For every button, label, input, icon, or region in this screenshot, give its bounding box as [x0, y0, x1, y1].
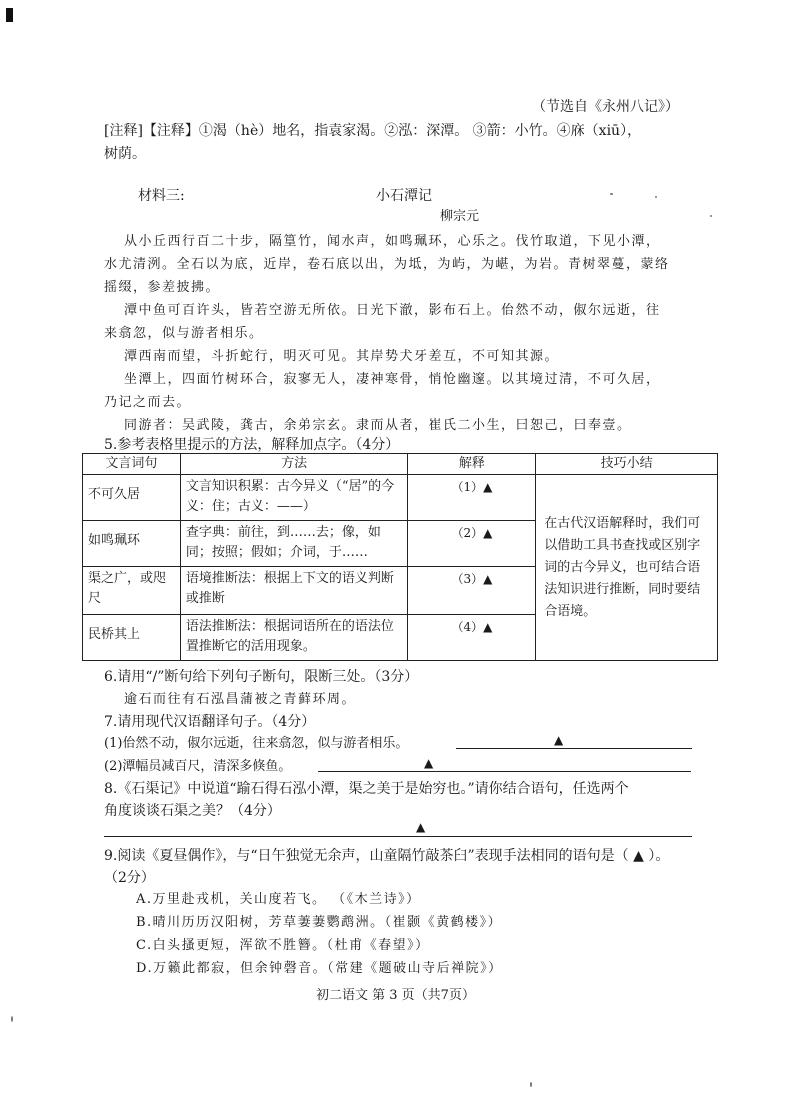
- table-phrase: 渠之广，或咫尺: [83, 567, 181, 615]
- passage-line: 同游者：吴武陵，龚古，余弟宗玄。隶而从者，崔氏二小生，曰恕己，曰奉壹。: [124, 418, 632, 433]
- passage-line: 潭西南而望，斗折蛇行，明灭可见。其岸势犬牙差互，不可知其源。: [124, 349, 560, 364]
- annotation-line-1: [注释]【注释】①渴（hè）地名，指袁家渴。②泓：深潭。 ③箭：小竹。④庥（xiū），: [104, 123, 642, 139]
- passage-author: 柳宗元: [440, 209, 480, 224]
- passage-line: 乃记之而去。: [104, 395, 192, 410]
- question-8-line-1: 8.《石渠记》中说道“踰石得石泓小潭，渠之美于是始穷也。”请你结合语句，任选两个: [104, 781, 629, 797]
- answer-blank: （2）▲: [408, 521, 536, 567]
- option-a: A.万里赴戎机，关山度若飞。 （《木兰诗》）: [136, 892, 421, 907]
- table-phrase: 如鸣珮环: [83, 521, 181, 567]
- question-7-item-2: (2)潭幅员减百尺，清深多倏鱼。: [104, 759, 292, 774]
- scan-speck: [530, 1082, 532, 1087]
- blank-marker: ▲: [416, 820, 426, 834]
- answer-blank: （4）▲: [408, 615, 536, 661]
- scan-speck: [655, 196, 657, 198]
- scan-speck: [610, 193, 613, 195]
- table-header: 文言词句: [83, 454, 181, 475]
- question-6-sentence: 逾石而往有石泓昌蒲被之青藓环周。: [124, 692, 357, 707]
- passage-line: 从小丘西行百二十步，隔篁竹，闻水声，如鸣珮环，心乐之。伐竹取道，下见小潭，: [124, 234, 661, 249]
- material-label: 材料三:: [138, 188, 185, 204]
- passage-line: 坐潭上，四面竹树环合，寂寥无人，凄神寒骨，悄怆幽邃。以其境过清，不可久居，: [124, 372, 661, 387]
- method-table: [82, 453, 718, 661]
- page-footer: 初二语文 第 3 页（共7页）: [316, 988, 475, 1003]
- passage-line: 来翕忽，似与游者相乐。: [104, 326, 264, 341]
- technique-summary: 在古代汉语解释时，我们可以借助工具书查找或区别字词的古今异义，也可结合语法知识进行推断，同时要结合语境。: [536, 475, 718, 661]
- table-method: 查字典：前往，到……去；像，如同；按照；假如；介词，于……: [180, 521, 408, 567]
- table-method: 文言知识积累：古今异义（“居”的今义：住；古义：——）: [180, 475, 408, 521]
- corner-registration-mark: [6, 8, 13, 22]
- scan-speck: [710, 215, 712, 217]
- question-6-prompt: 6.请用“/”断句给下列句子断句，限断三处。（3分）: [104, 669, 419, 685]
- blank-marker: ▲: [554, 733, 564, 747]
- scan-speck: [11, 1016, 13, 1022]
- source-note: （节选自《永州八记》）: [532, 99, 679, 115]
- passage-line: 潭中鱼可百许头，皆若空游无所依。日光下澈，影布石上。佁然不动，俶尔远逝，往: [124, 303, 661, 318]
- question-8-line-2: 角度谈谈石渠之美？（4分）: [104, 803, 281, 819]
- question-9-line-1: 9.阅读《夏昼偶作》，与“日午独觉无余声，山童隔竹敲茶臼”表现手法相同的语句是（ ▲ ）。: [104, 848, 670, 864]
- table-header: 技巧小结: [536, 454, 718, 475]
- passage-title: 小石潭记: [376, 188, 432, 204]
- question-7-prompt: 7.请用现代汉语翻译句子。（4分）: [104, 714, 316, 730]
- passage-line: 摇缀，参差披拂。: [104, 280, 221, 295]
- table-phrase: 不可久居: [83, 475, 181, 521]
- annotation-line-2: 树荫。: [104, 146, 146, 162]
- table-header: 方法: [180, 454, 408, 475]
- question-5-prompt: 5.参考表格里提示的方法，解释加点字。（4分）: [104, 437, 400, 453]
- answer-blank: （3）▲: [408, 567, 536, 615]
- table-header: 解释: [408, 454, 536, 475]
- option-b: B.晴川历历汉阳树，芳草萋萋鹦鹉洲。（崔颢《黄鹤楼》）: [136, 915, 503, 930]
- passage-line: 水尤清洌。全石以为底，近岸，卷石底以出，为坻，为屿，为嵁，为岩。青树翠蔓，蒙络: [104, 257, 670, 272]
- answer-line: [456, 734, 692, 749]
- table-method: 语法推断法：根据词语所在的语法位置推断它的活用现象。: [180, 615, 408, 661]
- table-method: 语境推断法：根据上下文的语义判断或推断: [180, 567, 408, 615]
- option-c: C.白头搔更短，浑欲不胜簪。（杜甫《春望》）: [136, 938, 430, 953]
- question-7-item-1: (1)佁然不动，俶尔远逝，往来翕忽，似与游者相乐。: [104, 736, 409, 751]
- answer-line: [318, 757, 691, 772]
- option-d: D.万籁此都寂，但余钟磬音。（常建《题破山寺后禅院》）: [136, 961, 503, 976]
- answer-line: [104, 836, 692, 837]
- table-phrase: 民桥其上: [83, 615, 181, 661]
- question-9-line-2: （2分）: [104, 870, 155, 886]
- blank-marker: ▲: [424, 756, 434, 770]
- answer-blank: （1）▲: [408, 475, 536, 521]
